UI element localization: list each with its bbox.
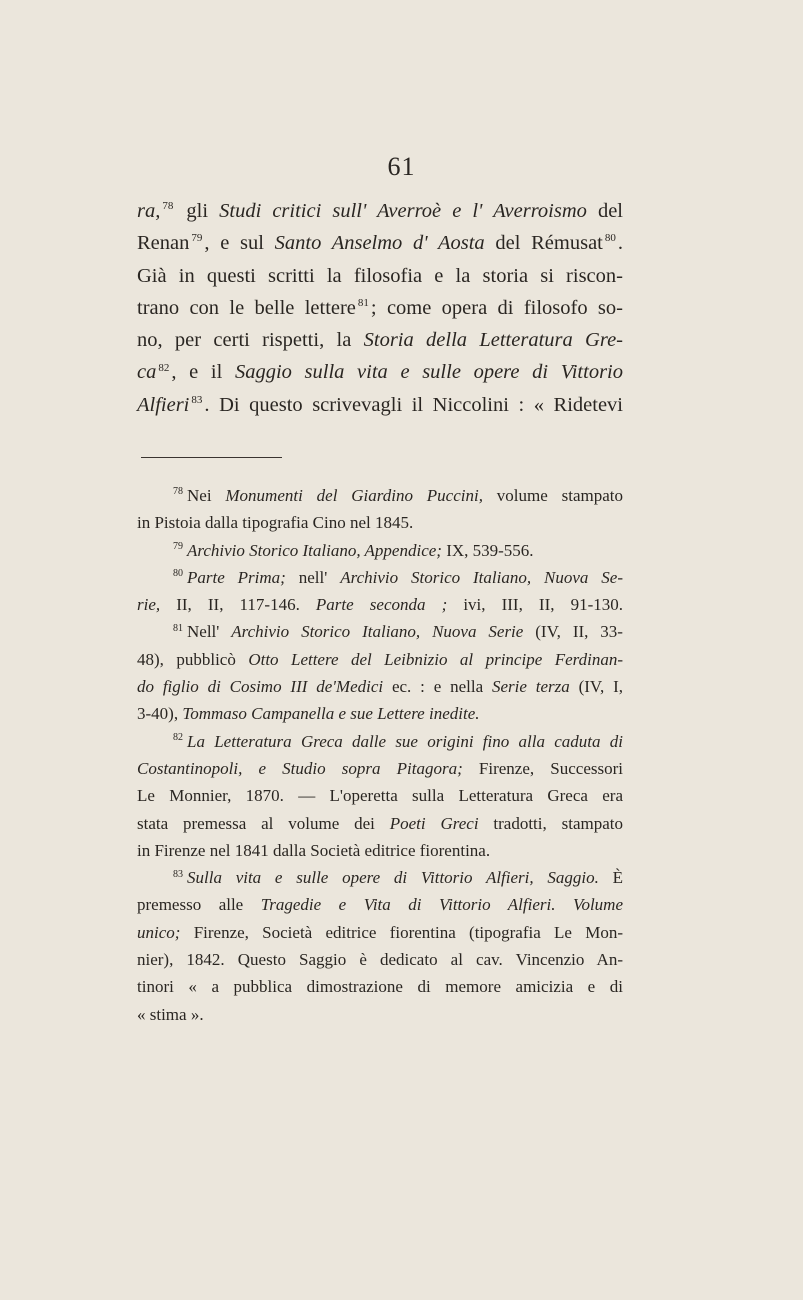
footnote-line: stata premessa al volume dei Poeti Greci tradotti, stampato <box>137 813 623 833</box>
footnote-line: tinori « a pubblica dimostrazione di memore amicizia e di <box>137 977 623 997</box>
footnote-line: in Firenze nel 1841 dalla Società editrice fiorentina. <box>137 840 491 860</box>
footnote-line: 3-40), Tommaso Campanella e sue Lettere inedite. <box>137 704 480 724</box>
footnote-line: premesso alle Tragedie e Vita di Vittorio Alfieri. Volume <box>137 895 624 915</box>
footnote-line: 48), pubblicò Otto Lettere del Leibnizio al principe Ferdinan- <box>137 649 623 669</box>
footnote-83: $^{83}$ Sulla vita e sulle opere di Vittorio Alfieri, Saggio. È <box>173 868 624 888</box>
footnote-line: rie, II, II, 117-146. Parte seconda ; ivi, III, II, 91-130. <box>137 595 623 615</box>
footnote-80: $^{80}$ Parte Prima; nell' Archivio Storico Italiano, Nuova Se- <box>173 567 623 587</box>
footnote-78: $^{78}$ Nei Monumenti del Giardino Puccini, volume stampato <box>173 486 624 505</box>
footnote-line: Le Monnier, 1870. — L'operetta sulla Letteratura Greca era <box>137 786 623 806</box>
footnote-line: nier), 1842. Questo Saggio è dedicato al cav. Vincenzio An- <box>137 950 623 970</box>
footnote-82: $^{82}$ La Letteratura Greca dalle sue origini fino alla caduta di <box>173 731 623 751</box>
main-text <box>137 195 623 421</box>
footnote-line: do figlio di Cosimo III de'Medici ec. : e nella Serie terza (IV, I, <box>137 677 623 697</box>
footnote-divider <box>141 457 282 458</box>
text-line: Renan $^{79}$, e sul Santo Anselmo d' Aosta del Rémusat $^{80}$. <box>137 232 623 255</box>
text-line: Già in questi scritti la filosofia e la storia si riscon- <box>137 264 623 287</box>
text-line: trano con le belle lettere $^{81}$; come opera di filosofo so- <box>137 296 623 319</box>
text-line: ra, $^{78}$ gli Studi critici sull' Averroè e l' Averroismo del <box>137 200 624 222</box>
footnote-line: in Pistoia dalla tipografia Cino nel 1845. <box>137 513 414 533</box>
text-line: ca $^{82}$, e il Saggio sulla vita e sulle opere di Vittorio <box>137 361 623 384</box>
footnote-81: $^{81}$ Nell' Archivio Storico Italiano, Nuova Serie (IV, II, 33- <box>173 622 623 642</box>
footnote-line: Costantinopoli, e Studio sopra Pitagora; Firenze, Successori <box>137 758 623 778</box>
footnote-line: « stima ». <box>137 1004 204 1024</box>
footnote-line: unico; Firenze, Società editrice fiorentina (tipografia Le Mon- <box>137 922 623 942</box>
footnote-79: $^{79}$ Archivio Storico Italiano, Appendice; IX, 539-556. <box>173 540 534 560</box>
footnotes <box>137 482 623 1028</box>
text-line: no, per certi rispetti, la Storia della Letteratura Gre- <box>137 329 623 352</box>
page-number: 61 <box>387 152 416 181</box>
text-line: Alfieri $^{83}$. Di questo scrivevagli il Niccolini : « Ridetevi <box>137 393 623 416</box>
